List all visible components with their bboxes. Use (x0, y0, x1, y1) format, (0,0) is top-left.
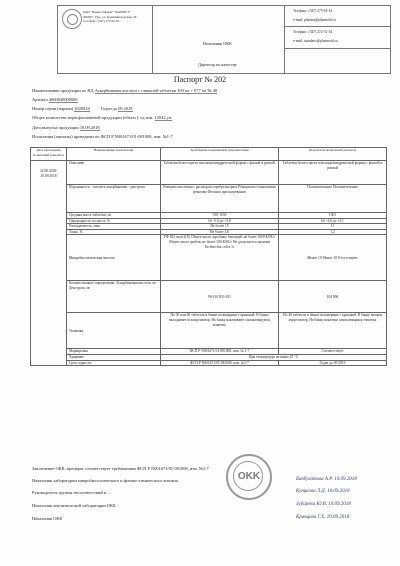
signature-line: Начальник ОКК (32, 516, 63, 521)
table-header-row: Дата проведения испытаний (анализа) Наименование показателей Требования нормативной документации Результаты испытаний (анализа) (31, 148, 387, 161)
product-line: Наименование продукции по НД Аскорбиновая кислота с глюкозой таблетки 100 мг + 877 мг № 40 (32, 88, 218, 93)
table-row: Распадаемость, мин. Не более 15 11 (31, 224, 387, 230)
table-row: 31.08.2018-10.09.2018 Описание Таблетки белого цвета плоскоцилиндрической формы с фаской и риской. Таблетки белого цвета плоскоцилиндрической формы с фаской и риской (31, 161, 387, 185)
org-info: ОАО "Черкесскфарм" "ФАРМСТ" 456007, Уфа, ул. Калининградская, 26 тел./факс: (347) 272-92-93 (83, 10, 137, 23)
table-row: Хранение При температуре не выше 25 °С (31, 354, 387, 360)
document-title: Паспорт № 202 (173, 75, 227, 84)
results-table (30, 147, 387, 366)
release-line: Дата выпуска продукции 10.09.2018 (32, 125, 100, 130)
letterhead: ОАО "Черкесскфарм" "ФАРМСТ" 456007, Уфа, ул. Калининградская, 26 тел./факс: (347) 272-92-93 Начальник ОКК Директор по качеству Тел/факс: (347) 275-61-14 e-mail: pharma@pharmeid.ru Тел/факс: (347) 272-31-54 e-mail: standarts@pharmeid.ru (57, 5, 391, 74)
quantity-line: Общее количество нерасфасованной продукции (объем ), ед.изм. 12042 уп. (32, 115, 173, 120)
okk-title: Начальник ОКК (203, 41, 232, 46)
signature-line: Руководитель группы несоответствий и ... (32, 490, 111, 495)
conclusion: Заключение ОКК: препарат соответствует требованиям ФСП Р N001671/01-081008, изм. №1-7 (32, 466, 209, 471)
okk-stamp: OKK (226, 454, 272, 500)
signature-line: Начальник лаборатории микробиологического и физико-химического анализа (32, 478, 178, 483)
tests-line: Испытания (анализы) проведены по ФСП Р N001671/01-081008, изм. №1-7 (32, 134, 173, 139)
table-row: Упаковка По 30 или 40 таблеток в банки полимерные с крышкой. В банки вкладывается амортизатор. На банку наклеивают самоклеящуюся этикетку. По 40 таблеток в банки полимерные с крышкой. В банку вложен амортизатор. На банку наклеена самоклеящаяся этикетка (31, 313, 387, 349)
signature-line: Начальник аналитической лаборатории ОКК (32, 503, 116, 508)
table-row: Средняя масса таблетки, мг 918-1030 1001 (31, 213, 387, 219)
table-row: Микробиологическая чистота ГФ XII, вып.3(Х) Общее число аэробных бактерий: не более 1000 КОЕ/г Общее число грибов: не более 100 КОЕ/г Не допускается наличие Escherichia coli в 1г Менее 10 Менее 10 Отсутствуют (31, 235, 387, 281)
passport-page: ОАО "Черкесскфарм" "ФАРМСТ" 456007, Уфа, ул. Калининградская, 26 тел./факс: (347) 272-92-93 Начальник ОКК Директор по качеству Тел/факс: (347) 275-61-14 e-mail: pharma@pharmeid.ru Тел/факс: (347) 272-31-54 e-mail: standarts@pharmeid.ru Паспорт № 202 Наименование продукции по НД Аскорбиновая кислота с глюкозой таблетки 100 мг + 877 мг № 40 Артикул 4060040000000 Номер серии (партии) 2020818 Годен до 09 2019 Общее количество нерасфасованной продукции (объем ), ед.изм. 12042 уп. Дата выпуска продукции 10.09.2018 Испытания (анализы) проведены по ФСП Р N001671/01-081008, изм. №1-7 Дата проведения испытаний (анализа) Наименование показателей Требования нормативной документации Результаты испытаний (анализа) 31.08.2018-10.09.2018 Описание Таблетки белого цвета плоскоцилиндрической формы с фаской и риской. Таблетки белого цвета плоскоцилиндрической формы с фаской и риской Подлинность: - кислота аскорбиновая - декстроза Реакция окисления с раствором серебра нитрата Реакция восстановления реактива Фелинга при нагревании Положительные Положительные Средняя масса таблетки, мг 918-1030 1001 Однородность по массе, % От -5,0 до +5,0 От -2,0 до +2,1 Распадаемость, мин. Не более 15 11 Тальк, % Не более 3,0 1,2 Микробиологическая чистота ГФ XII, вып.3(Х) Общее число аэробных бактерий: не более 1000 КОЕ/г Общее число грибов: не более 100 КОЕ/г Не допускается наличие Escherichia coli в 1г Менее 10 Менее 10 Отсутствуют Количественное определение: Аскорбиновая кислота, мг Декстроза, мг 90-110 833-921 104 896 Упаковка По 30 или 40 таблеток в банки полимерные с крышкой. В банки вкладывается амортизатор. На банку наклеивают самоклеящуюся этикетку. По 40 таблеток в банки полимерные с крышкой. В банку вложен амортизатор. На банку наклеена самоклеящаяся этикетка Маркировка ФСП Р N001671/01-081008, изм. № 1-7 Соответствует Хранение При температуре не выше 25 °С Срок годности ФСП Р N001671/01-081008, изм. №1-7 Годен до 09 2019 Заключение ОКК: препарат соответствует требованиям ФСП Р N001671/01-081008, изм. №1-7 OKK Начальник лаборатории микробиологического и физико-химического анализа Бикбулатова А.Р. 10.09.2018 Руководитель группы несоответствий и ... Кунцкова Л.Д. 10.09.2018 Начальник аналитической лаборатории ОКК Зубарева Ю.В. 10.09.2018 Начальник ОКК Кравцова Г.Х. 10.09.2018 (0, 0, 400, 566)
table-row: Срок годности ФСП Р N001671/01-081008, изм. №1-7 Годен до 09 2019 (31, 360, 387, 366)
table-row: Тальк, % Не более 3,0 1,2 (31, 229, 387, 235)
table-row: Количественное определение: Аскорбиновая кислота, мг Декстроза, мг 90-110 833-921 104 896 (31, 281, 387, 313)
table-row: Подлинность: - кислота аскорбиновая - декстроза Реакция окисления с раствором серебра нитрата Реакция восстановления реактива Фелинга при нагревании Положительные Положительные (31, 185, 387, 213)
test-date-cell: 31.08.2018-10.09.2018 (31, 161, 67, 366)
table-row: Однородность по массе, % От -5,0 до +5,0 От -2,0 до +2,1 (31, 218, 387, 224)
company-logo (62, 9, 82, 29)
lot-line: Номер серии (партии) 2020818 Годен до 09 2019 (32, 106, 133, 111)
director-title: Директор по качеству (198, 62, 237, 67)
article-line: Артикул 4060040000000 (32, 97, 78, 102)
table-row: Маркировка ФСП Р N001671/01-081008, изм. № 1-7 Соответствует (31, 349, 387, 355)
